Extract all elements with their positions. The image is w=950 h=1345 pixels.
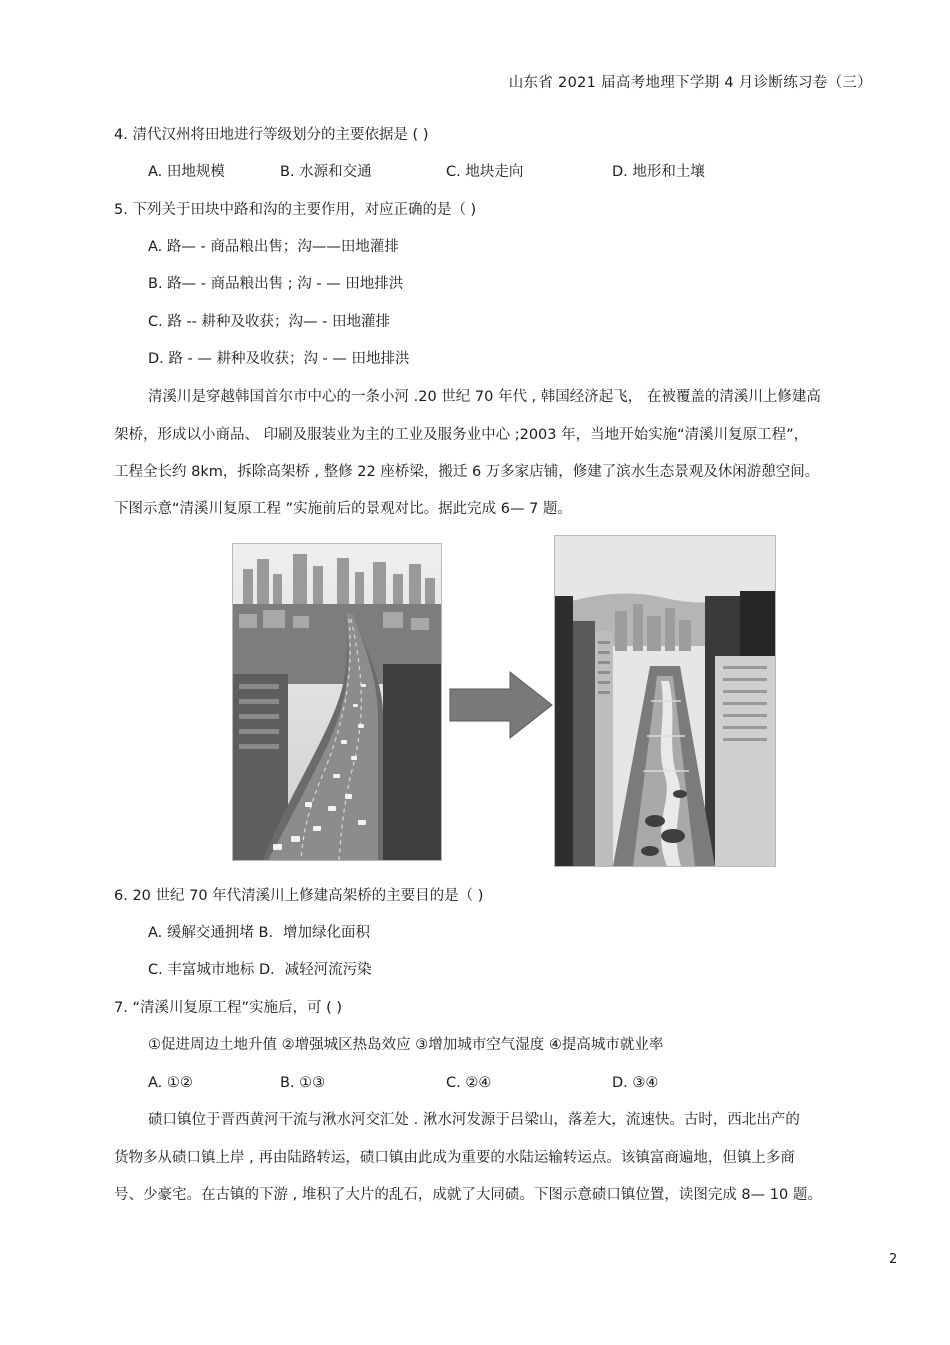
q4-option-c: C. 地块走向	[446, 164, 524, 180]
q7-option-b: B. ①③	[280, 1075, 326, 1091]
page-header: 山东省 2021 届高考地理下学期 4 月诊断练习卷（三）	[508, 75, 872, 91]
passage-2-line-1: 碛口镇位于晋西黄河干流与湫水河交汇处 . 湫水河发源于吕梁山，落差大，流速快。古时，西北出产的	[148, 1112, 800, 1128]
q4-option-d: D. 地形和土壤	[612, 164, 705, 180]
q5-option-b: B. 路— - 商品粮出售 ; 沟 - — 田地排洪	[148, 276, 404, 292]
q7-option-d: D. ③④	[612, 1075, 659, 1091]
q7-option-c: C. ②④	[446, 1075, 492, 1091]
q7-statements: ①促进周边土地升值 ②增强城区热岛效应 ③增加城市空气湿度 ④提高城市就业率	[148, 1037, 664, 1053]
photo-after-restored-stream	[554, 535, 776, 867]
q5-option-d: D. 路 - — 耕种及收获；沟 - — 田地排洪	[148, 351, 410, 367]
q6-options-row-2: C. 丰富城市地标 D．减轻河流污染	[148, 962, 372, 978]
passage-2-line-2: 货物多从碛口镇上岸 , 再由陆路转运，碛口镇由此成为重要的水陆运输转运点。该镇富商遍地，但镇上多商	[114, 1150, 795, 1166]
photo-before-elevated-highway	[232, 543, 442, 861]
right-arrow-icon	[448, 670, 554, 740]
question-4-stem: 4. 清代汉州将田地进行等级划分的主要依据是 ( )	[114, 127, 429, 143]
q4-option-a: A. 田地规模	[148, 164, 225, 180]
question-5-stem: 5. 下列关于田块中路和沟的主要作用，对应正确的是（ )	[114, 202, 477, 218]
q5-option-a: A. 路— - 商品粮出售；沟——田地灌排	[148, 239, 399, 255]
passage-2-line-3: 号、少豪宅。在古镇的下游 , 堆积了大片的乱石，成就了大同碛。下图示意碛口镇位置，读图完成 8— 10 题。	[114, 1187, 822, 1203]
passage-1-line-4: 下图示意“清溪川复原工程 ”实施前后的景观对比。据此完成 6— 7 题。	[114, 501, 572, 517]
page-number: 2	[889, 1252, 898, 1267]
passage-1-line-3: 工程全长约 8km，拆除高架桥 , 整修 22 座桥梁，搬迁 6 万多家店铺，修建了滨水生态景观及休闲游憩空间。	[114, 464, 820, 480]
q4-option-b: B. 水源和交通	[280, 164, 372, 180]
passage-1-line-2: 架桥，形成以小商品、 印刷及服装业为主的工业及服务业中心 ;2003 年，当地开始实施“清溪川复原工程”，	[114, 427, 809, 443]
comparison-figure	[232, 535, 777, 867]
q7-option-a: A. ①②	[148, 1075, 193, 1091]
q6-options-row-1: A. 缓解交通拥堵 B．增加绿化面积	[148, 925, 370, 941]
passage-1-line-1: 清溪川是穿越韩国首尔市中心的一条小河 .20 世纪 70 年代 , 韩国经济起飞， 在被覆盖的清溪川上修建高	[148, 389, 821, 405]
question-6-stem: 6. 20 世纪 70 年代清溪川上修建高架桥的主要目的是（ )	[114, 888, 484, 904]
q5-option-c: C. 路 -- 耕种及收获；沟— - 田地灌排	[148, 314, 390, 330]
question-7-stem: 7. “清溪川复原工程”实施后，可 ( )	[114, 1000, 342, 1016]
